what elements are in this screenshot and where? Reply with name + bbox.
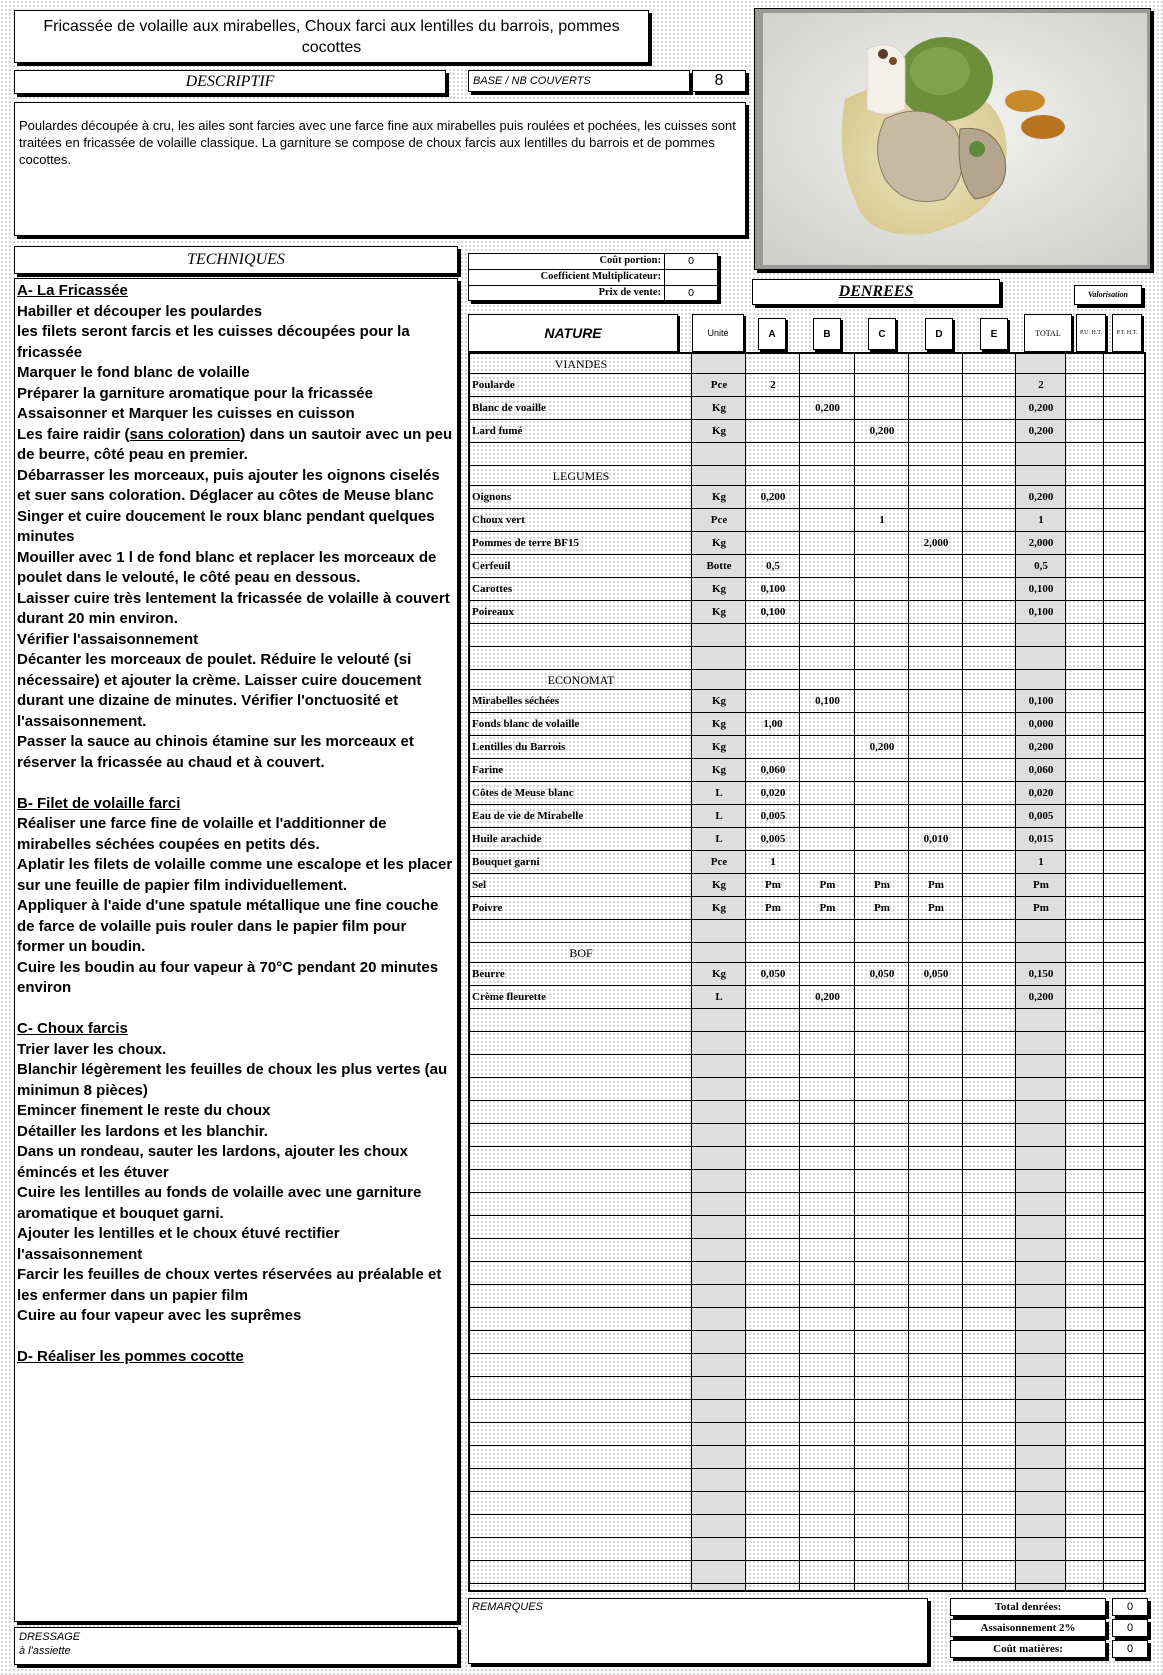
techniques-text[interactable]: [14, 278, 458, 1622]
ingredient-name[interactable]: Fonds blanc de volaille: [472, 718, 580, 730]
quantity-cell[interactable]: Pm: [874, 902, 890, 914]
ingredient-name[interactable]: Sel: [472, 879, 487, 891]
descriptif-heading: DESCRIPTIF: [14, 70, 446, 94]
row-line: [470, 1146, 1144, 1147]
unit-cell[interactable]: Kg: [711, 764, 727, 776]
quantity-cell[interactable]: Pm: [874, 879, 890, 891]
row-line: [470, 1169, 1144, 1170]
technique-step: Farcir les feuilles de choux vertes réservées au préalable et les enfermer dans un papier film: [17, 1266, 442, 1304]
base-couverts-label: BASE / NB COUVERTS: [468, 70, 690, 92]
technique-step: Débarrasser les morceaux, puis ajouter les oignons ciselés et suer sans coloration. Déglacer au côtes de Meuse blanc: [17, 466, 440, 504]
col-header-total: TOTAL: [1024, 314, 1072, 352]
row-line: [470, 1054, 1144, 1055]
row-line: [470, 1445, 1144, 1446]
category-label: BOF: [569, 946, 593, 960]
technique-step: Emincer finement le reste du choux: [17, 1102, 271, 1119]
col-header-pu: P.U. H.T.: [1076, 314, 1106, 352]
unit-cell[interactable]: L: [715, 833, 723, 845]
row-line: [470, 1307, 1144, 1308]
quantity-cell[interactable]: 2,000: [923, 537, 949, 549]
ingredient-name[interactable]: Côtes de Meuse blanc: [472, 787, 574, 799]
row-line: [470, 919, 1144, 920]
row-line: [470, 1031, 1144, 1032]
unit-cell[interactable]: Kg: [711, 968, 727, 980]
cost-row: [469, 254, 717, 270]
ingredient-name[interactable]: Farine: [472, 764, 504, 776]
technique-step: les filets seront farcis et les cuisses découpées pour la fricassée: [17, 323, 410, 361]
technique-step: Blanchir légèrement les feuilles de choux les plus vertes (au minimun 8 pièces): [17, 1061, 448, 1099]
total-cell[interactable]: 0,200: [1028, 491, 1054, 503]
technique-section-title: A- La Fricassée: [17, 282, 128, 299]
quantity-cell[interactable]: 0,200: [815, 991, 840, 1003]
base-couverts-value[interactable]: 8: [692, 70, 746, 92]
cost-row: [469, 286, 717, 301]
row-line: [470, 1284, 1144, 1285]
ingredient-name[interactable]: Cerfeuil: [472, 560, 511, 572]
row-line: [470, 646, 1144, 647]
col-header-unite: Unité: [692, 314, 744, 352]
total-cell[interactable]: 0,100: [1028, 583, 1054, 595]
ingredient-name[interactable]: Carottes: [472, 583, 513, 595]
cout-matieres-value[interactable]: 0: [1112, 1640, 1148, 1658]
denrees-grid: [468, 352, 1146, 1592]
step-text: ) dans un sautoir avec un peu de beurre, côté peau en premier.: [17, 425, 453, 463]
ingredient-name[interactable]: Lard fumé: [472, 425, 523, 437]
unit-cell[interactable]: Kg: [711, 537, 727, 549]
unit-cell[interactable]: Pce: [710, 856, 728, 868]
quantity-cell[interactable]: 0,200: [815, 402, 840, 414]
dressage-sub: à l'assiette: [19, 1645, 71, 1657]
technique-section-title: C- Choux farcis: [17, 1020, 128, 1037]
row-line: [470, 1537, 1144, 1538]
cost-row: [469, 270, 717, 286]
remarques-label: REMARQUES: [472, 1601, 543, 1613]
quantity-cell[interactable]: 0,5: [766, 560, 780, 572]
unit-cell[interactable]: Kg: [711, 491, 727, 503]
total-cell[interactable]: 0,200: [1028, 425, 1054, 437]
total-cell[interactable]: Pm: [1033, 879, 1049, 891]
technique-step: Cuire les lentilles au fonds de volaille avec une garniture aromatique et bouquet garni.: [17, 1184, 422, 1222]
row-line: [470, 1583, 1144, 1584]
technique-step: Cuire les boudin au four vapeur à 70°C pendant 20 minutes environ: [17, 958, 439, 996]
technique-step: Ajouter les lentilles et le choux étuvé rectifier l'assaisonnement: [17, 1225, 340, 1263]
row-line: [470, 1560, 1144, 1561]
ingredient-name[interactable]: Huile arachide: [472, 833, 542, 845]
technique-step: Mouiller avec 1 l de fond blanc et replacer les morceaux de poulet dans le velouté, le côté peau en dessous.: [17, 548, 437, 586]
quantity-cell[interactable]: 0,100: [760, 583, 786, 595]
technique-step: Assaisonner et Marquer les cuisses en cuisson: [17, 405, 355, 422]
row-line: [470, 1468, 1144, 1469]
technique-step: Appliquer à l'aide d'une spatule métallique une fine couche de farce de volaille puis rouler dans le papier film pour former un boudin.: [17, 897, 439, 955]
total-cell[interactable]: 0,150: [1028, 968, 1054, 980]
quantity-cell[interactable]: 0,200: [869, 425, 895, 437]
quantity-cell[interactable]: Pm: [765, 879, 781, 891]
total-cell[interactable]: 0,020: [1028, 787, 1054, 799]
unit-cell[interactable]: L: [715, 787, 723, 799]
technique-step: Détailler les lardons et les blanchir.: [17, 1122, 268, 1140]
technique-step: Décanter les morceaux de poulet. Réduire le velouté (si nécessaire) et ajouter la crème. Laisser cuire doucement durant une dizaine de minutes. Vérifier l'onctuosité et l'assaisonnement.: [17, 651, 422, 730]
step-text: Les faire raidir (: [17, 425, 130, 443]
total-cell[interactable]: 2,000: [1028, 537, 1054, 549]
cost-value[interactable]: [665, 270, 717, 285]
cost-label: Prix de vente:: [469, 286, 665, 301]
assaisonnement-value[interactable]: 0: [1112, 1619, 1148, 1637]
technique-step: Vérifier l'assaisonnement: [17, 630, 199, 648]
row-line: [470, 623, 1144, 624]
cost-block: [468, 253, 718, 301]
ingredient-name[interactable]: Beurre: [472, 968, 505, 980]
row-line: [470, 1261, 1144, 1262]
quantity-cell[interactable]: Pm: [765, 902, 781, 914]
total-denrees-value[interactable]: 0: [1112, 1598, 1148, 1616]
technique-step: Habiller et découper les poulardes: [17, 302, 263, 320]
quantity-cell[interactable]: 0,060: [760, 764, 786, 776]
row-line: [470, 1238, 1144, 1239]
row-line: [470, 1422, 1144, 1423]
total-cell[interactable]: 1: [1038, 856, 1044, 868]
row-line: [470, 1100, 1144, 1101]
total-cell[interactable]: 0,200: [1028, 991, 1054, 1003]
col-header-d: D: [925, 318, 953, 350]
descriptif-text[interactable]: Poulardes découpée à cru, les ailes sont farcies avec une farce fine aux mirabelles puis roulées et pochées, les cuisses sont traitées en fricassée de volaille classique. La garniture se compose de choux farcis aux lentilles du barrois et de pommes cocottes.: [14, 102, 746, 236]
quantity-cell[interactable]: 0,005: [760, 810, 786, 822]
ingredient-name[interactable]: Poireaux: [472, 606, 514, 618]
technique-section-title: B- Filet de volaille farci: [17, 794, 181, 812]
quantity-cell[interactable]: 0,020: [760, 787, 786, 799]
techniques-heading: TECHNIQUES: [14, 246, 458, 274]
unit-cell[interactable]: Kg: [711, 402, 727, 414]
col-header-nature: NATURE: [468, 314, 678, 352]
unit-cell[interactable]: Kg: [711, 718, 727, 730]
cost-value[interactable]: 0: [688, 287, 694, 299]
denrees-heading: DENREES: [752, 279, 1000, 305]
technique-step: Passer la sauce au chinois étamine sur les morceaux et réserver la fricassée au chaud et à couvert.: [17, 733, 414, 771]
total-cell[interactable]: 0,100: [1028, 695, 1054, 707]
unit-cell[interactable]: Kg: [711, 583, 727, 595]
valorisation-heading: Valorisation: [1074, 285, 1142, 305]
row-line: [470, 1077, 1144, 1078]
technique-step: Dans un rondeau, sauter les lardons, ajouter les choux émincés et les étuver: [17, 1143, 408, 1181]
total-cell[interactable]: 0,060: [1028, 764, 1054, 776]
quantity-cell[interactable]: Pm: [819, 879, 836, 891]
ingredient-name[interactable]: Eau de vie de Mirabelle: [472, 810, 584, 822]
ingredient-name[interactable]: Blanc de voaille: [472, 402, 546, 414]
ingredient-name[interactable]: Bouquet garni: [472, 856, 540, 868]
quantity-cell[interactable]: 0,050: [760, 968, 786, 980]
technique-section-title: D- Réaliser les pommes cocotte: [17, 1348, 244, 1365]
quantity-cell[interactable]: 1: [879, 514, 885, 526]
quantity-cell[interactable]: Pm: [819, 902, 836, 914]
technique-step: Laisser cuire très lentement la fricassée de volaille à couvert durant 20 min environ.: [17, 589, 450, 627]
quantity-cell[interactable]: 0,100: [815, 695, 840, 707]
quantity-cell[interactable]: 0,010: [923, 833, 949, 845]
ingredient-name[interactable]: Pommes de terre BF15: [472, 537, 580, 549]
step-emphasis: sans coloration: [129, 425, 241, 443]
total-cell[interactable]: 0,015: [1028, 833, 1054, 845]
ingredient-name[interactable]: Choux vert: [472, 514, 525, 526]
row-line: [470, 1353, 1144, 1354]
cout-matieres-label: Coût matières:: [950, 1640, 1106, 1658]
col-header-b: B: [813, 318, 841, 350]
assaisonnement-label: Assaisonnement 2%: [950, 1619, 1106, 1637]
row-line: [470, 1192, 1144, 1193]
unit-cell[interactable]: Kg: [711, 741, 727, 753]
quantity-cell[interactable]: 2: [770, 379, 776, 391]
total-cell[interactable]: Pm: [1033, 902, 1049, 914]
quantity-cell[interactable]: 0,200: [760, 491, 786, 503]
recipe-title: [14, 10, 649, 63]
row-line: [470, 1399, 1144, 1400]
quantity-cell[interactable]: Pm: [928, 902, 944, 914]
unit-cell[interactable]: Botte: [706, 560, 732, 572]
total-cell[interactable]: 1: [1038, 514, 1044, 526]
recipe-title-text: Fricassée de volaille aux mirabelles, Choux farci aux lentilles du barrois, pommes cocottes: [43, 17, 620, 56]
technique-step: Aplatir les filets de volaille comme une escalope et les placer sur une feuille de papier film individuellement.: [17, 856, 453, 894]
technique-step: Singer et cuire doucement le roux blanc pendant quelques minutes: [17, 507, 435, 545]
remarques-box[interactable]: [468, 1598, 928, 1664]
ingredient-name[interactable]: Mirabelles séchées: [472, 695, 560, 707]
technique-step: [17, 425, 455, 466]
quantity-cell[interactable]: 0,005: [760, 833, 786, 845]
total-cell[interactable]: 0,5: [1034, 560, 1048, 572]
category-label: ECONOMAT: [547, 673, 615, 687]
ingredient-name[interactable]: Poivre: [472, 902, 503, 914]
total-cell[interactable]: 0,200: [1028, 402, 1054, 414]
cost-value[interactable]: 0: [688, 255, 694, 267]
quantity-cell[interactable]: 1: [770, 856, 776, 868]
row-line: [470, 1491, 1144, 1492]
quantity-cell[interactable]: Pm: [928, 879, 944, 891]
quantity-cell[interactable]: 0,200: [869, 741, 895, 753]
quantity-cell[interactable]: 0,050: [923, 968, 949, 980]
row-line: [470, 1123, 1144, 1124]
technique-step: Réaliser une farce fine de volaille et l'additionner de mirabelles séchées coupées en petits dés.: [17, 815, 387, 853]
total-cell[interactable]: 0,200: [1028, 741, 1054, 753]
row-line: [470, 1008, 1144, 1009]
col-header-e: E: [980, 318, 1008, 350]
technique-step: Cuire au four vapeur avec les suprêmes: [17, 1307, 302, 1324]
row-line: [470, 1330, 1144, 1331]
ingredient-name[interactable]: Poularde: [472, 379, 515, 391]
unit-cell[interactable]: L: [715, 991, 723, 1003]
column-divider: [1103, 354, 1104, 1590]
technique-step: Marquer le fond blanc de volaille: [17, 364, 250, 381]
ingredient-name[interactable]: Crème fleurette: [472, 991, 546, 1003]
unit-cell[interactable]: Pce: [710, 514, 728, 526]
total-cell[interactable]: 0,100: [1028, 606, 1054, 618]
unit-cell[interactable]: Kg: [711, 695, 727, 707]
ingredient-name[interactable]: Lentilles du Barrois: [472, 741, 566, 753]
unit-cell[interactable]: Kg: [711, 606, 727, 618]
unit-cell[interactable]: Pce: [710, 379, 728, 391]
unit-cell[interactable]: Kg: [711, 425, 727, 437]
total-cell[interactable]: 2: [1038, 379, 1044, 391]
technique-step: Préparer la garniture aromatique pour la fricassée: [17, 384, 373, 402]
row-line: [470, 1215, 1144, 1216]
unit-cell[interactable]: Kg: [711, 879, 727, 891]
category-label: VIANDES: [554, 357, 608, 371]
col-header-pt: P.T. H.T.: [1112, 314, 1142, 352]
total-denrees-label: Total denrées:: [950, 1598, 1106, 1616]
plated-dish-illustration: [755, 9, 1151, 270]
ingredient-name[interactable]: Oignons: [472, 491, 512, 503]
total-cell[interactable]: 0,005: [1028, 810, 1054, 822]
cost-label: Coût portion:: [469, 254, 665, 269]
dressage-box[interactable]: [14, 1627, 458, 1665]
col-header-c: C: [868, 318, 896, 350]
row-line: [470, 1376, 1144, 1377]
dressage-label: DRESSAGE: [19, 1631, 81, 1643]
technique-step: Trier laver les choux.: [17, 1040, 167, 1058]
total-cell[interactable]: 0,000: [1028, 718, 1054, 730]
row-line: [470, 442, 1144, 443]
quantity-cell[interactable]: 0,100: [760, 606, 786, 618]
dish-photo: [754, 8, 1151, 270]
col-header-a: A: [758, 318, 786, 350]
unit-cell[interactable]: Kg: [711, 902, 727, 914]
cost-label: Coefficient Multiplicateur:: [469, 270, 665, 285]
quantity-cell[interactable]: 0,050: [869, 968, 895, 980]
row-line: [470, 1514, 1144, 1515]
category-label: LEGUMES: [552, 469, 610, 483]
quantity-cell[interactable]: 1,00: [763, 718, 783, 730]
unit-cell[interactable]: L: [715, 810, 723, 822]
